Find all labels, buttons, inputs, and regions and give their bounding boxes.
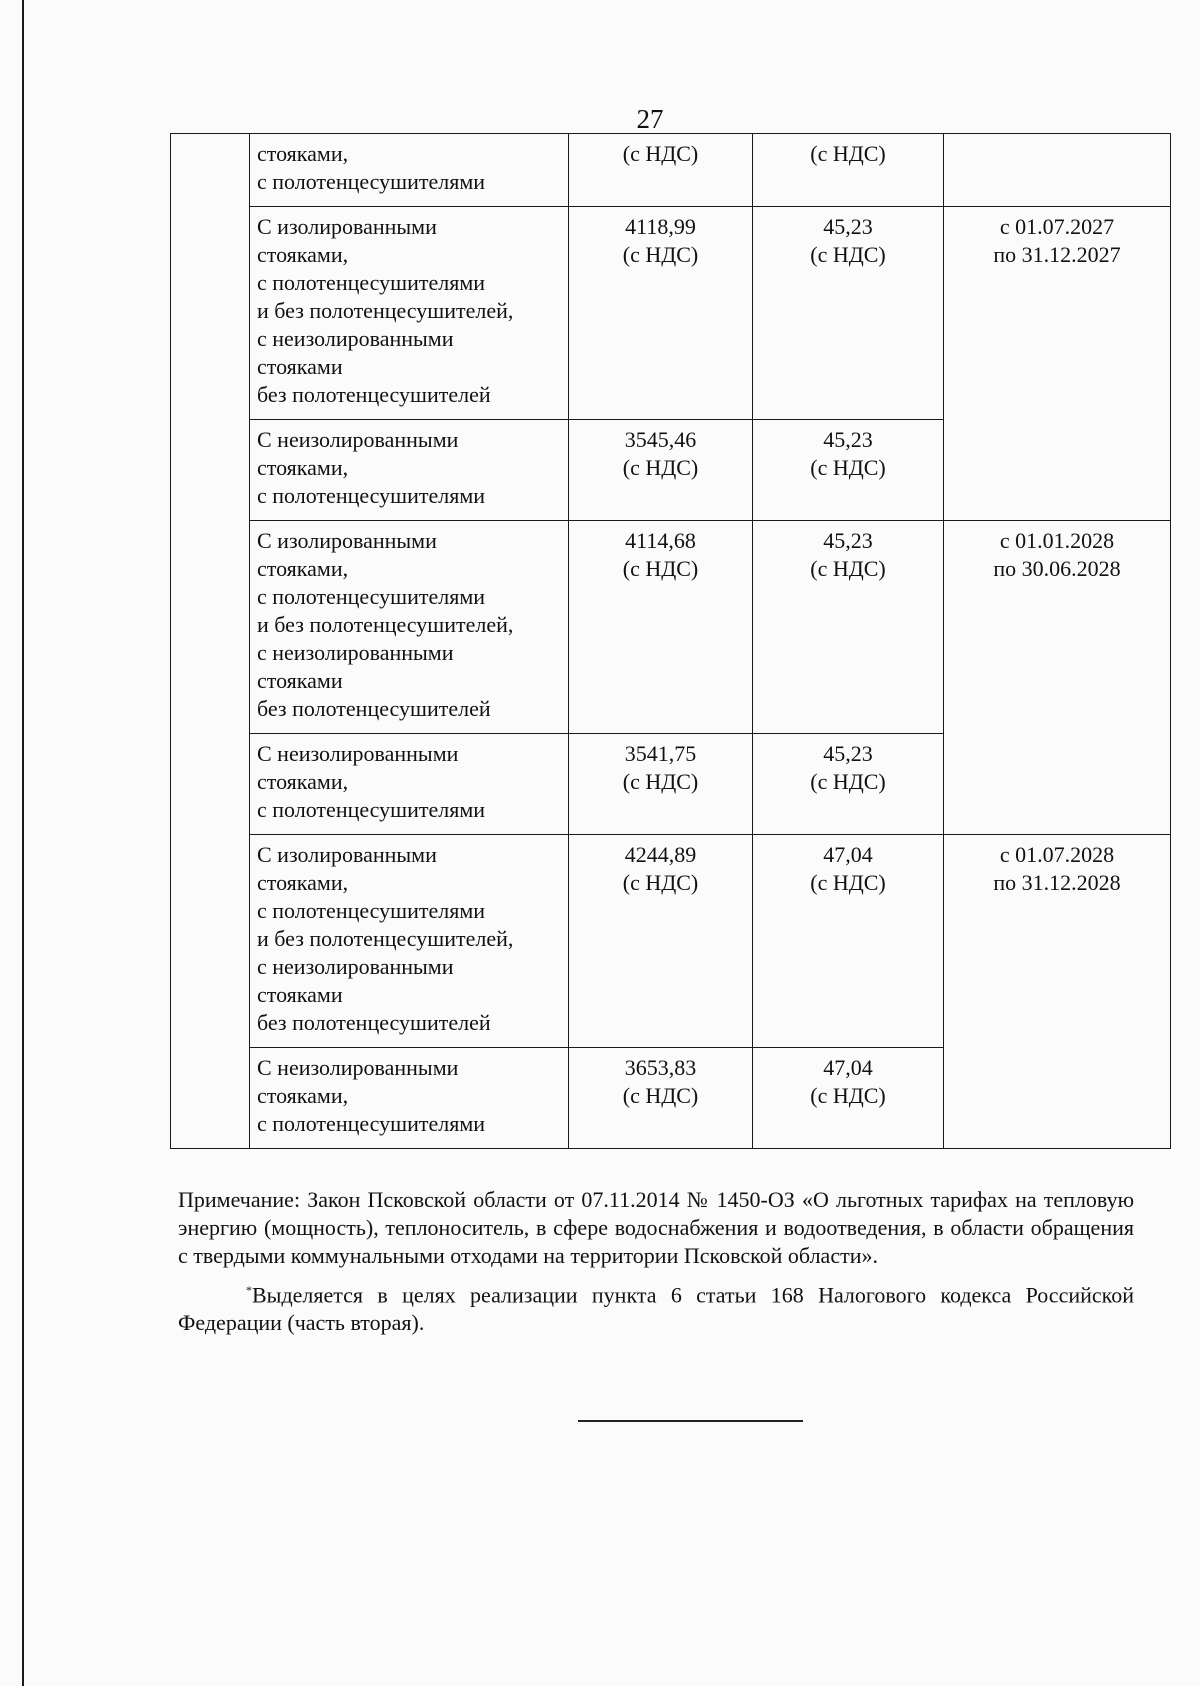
table-row xyxy=(171,207,1171,420)
norm-value-cell: 45,23 (с НДС) xyxy=(753,734,944,835)
norm-value-cell: 45,23 (с НДС) xyxy=(753,521,944,734)
norm-value-cell: 45,23 (с НДС) xyxy=(753,420,944,521)
period-cell xyxy=(944,134,1171,207)
tariff-value-cell: 3545,46 (с НДС) xyxy=(569,420,753,521)
norm-value-cell: 47,04 (с НДС) xyxy=(753,1048,944,1149)
tariff-value-cell: 4114,68 (с НДС) xyxy=(569,521,753,734)
period-cell: с 01.07.2027 по 31.12.2027 xyxy=(944,207,1171,521)
footnote-mark: * xyxy=(246,1283,252,1297)
tariff-value-cell: 3541,75 (с НДС) xyxy=(569,734,753,835)
riser-description-cell: стояками, с полотенцесушителями xyxy=(250,134,569,207)
period-cell: с 01.07.2028 по 31.12.2028 xyxy=(944,835,1171,1149)
norm-value-cell: 45,23 (с НДС) xyxy=(753,207,944,420)
note-text: Примечание: Закон Псковской области от 07.11.2014 № 1450-ОЗ «О льготных тарифах на тепловую энергию (мощность), теплоноситель, в сфере водоснабжения и водоотведения, в области обращения с твердыми коммунальными отходами на территории Псковской области». xyxy=(178,1187,1134,1268)
riser-description-cell: С неизолированными стояками, с полотенцесушителями xyxy=(250,734,569,835)
riser-description-cell: С изолированными стояками, с полотенцесушителями и без полотенцесушителей, с неизолированными стояками без полотенцесушителей xyxy=(250,521,569,734)
tariff-value-cell: 4118,99 (с НДС) xyxy=(569,207,753,420)
page-number: 27 xyxy=(636,104,664,134)
tariff-value-cell: (с НДС) xyxy=(569,134,753,207)
tariff-table xyxy=(170,133,1171,1149)
table-row xyxy=(171,835,1171,1048)
riser-description-cell: С изолированными стояками, с полотенцесушителями и без полотенцесушителей, с неизолированными стояками без полотенцесушителей xyxy=(250,207,569,420)
scan-edge-line xyxy=(22,0,24,1686)
table-row xyxy=(171,134,1171,207)
tariff-value-cell: 4244,89 (с НДС) xyxy=(569,835,753,1048)
tariff-value-cell: 3653,83 (с НДС) xyxy=(569,1048,753,1149)
riser-description-cell: С неизолированными стояками, с полотенцесушителями xyxy=(250,420,569,521)
norm-value-cell: (с НДС) xyxy=(753,134,944,207)
table-row xyxy=(171,521,1171,734)
riser-description-cell: С неизолированными стояками, с полотенцесушителями xyxy=(250,1048,569,1149)
footnote-text xyxy=(178,1276,1134,1337)
riser-description-cell: С изолированными стояками, с полотенцесушителями и без полотенцесушителей, с неизолированными стояками без полотенцесушителей xyxy=(250,835,569,1048)
period-cell: с 01.01.2028 по 30.06.2028 xyxy=(944,521,1171,835)
footnote-body: Выделяется в целях реализации пункта 6 статьи 168 Налогового кодекса Российской Федерации (часть вторая). xyxy=(178,1282,1134,1336)
group-column-cell xyxy=(171,134,250,1149)
end-divider-line xyxy=(578,1420,803,1422)
norm-value-cell: 47,04 (с НДС) xyxy=(753,835,944,1048)
note-block xyxy=(178,1186,1134,1343)
